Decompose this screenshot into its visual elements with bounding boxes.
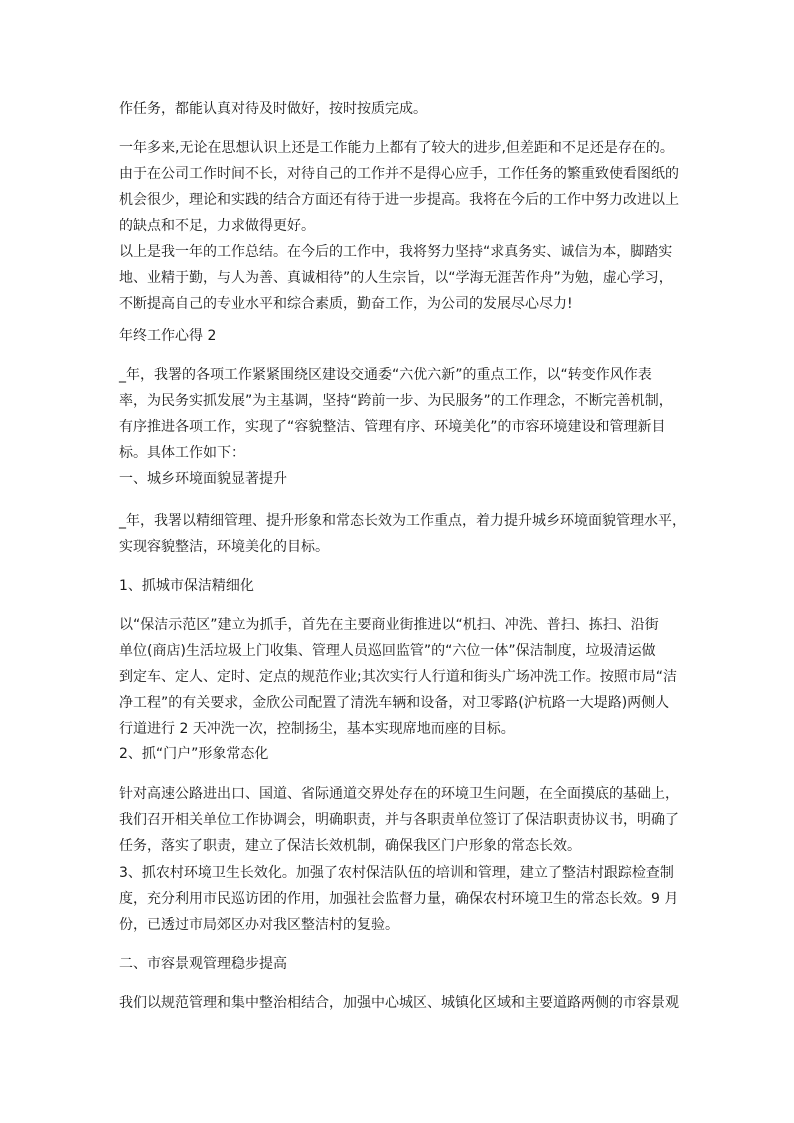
text-line: 我们以规范管理和集中整治相结合，加强中心城区、城镇化区域和主要道路两侧的市容景观 [119,995,679,1011]
paragraph-5 [119,362,679,466]
text-line: _年，我署以精细管理、提升形象和常态长效为工作重点，着力提升城乡环境面貌管理水平， [119,513,686,529]
subheading-1 [119,573,679,599]
text-line: _年，我署的各项工作紧紧围绕区建设交通委“六优六新”的重点工作，以“转变作风作表 [119,367,652,383]
text-line: 地、业精于勤，与人为善、真诚相待”的人生宗旨，以“学海无涯苦作舟”为勉，虚心学习， [119,270,673,286]
text-line: 作任务，都能认真对待及时做好，按时按质完成。 [119,101,427,117]
text-line: 以“保洁示范区”建立为抓手，首先在主要商业街推进以“机扫、冲洗、普扫、拣扫、沿街 [119,617,659,633]
text-line: 一年多来,无论在思想认识上还是工作能力上都有了较大的进步,但差距和不足还是存在的。 [119,140,674,156]
paragraph-14 [119,990,679,1016]
paragraph-2 [119,135,679,239]
text-line: 以上是我一年的工作总结。在今后的工作中，我将努力坚持“求真务实、诚信为本，脚踏实 [119,244,673,260]
text-line: 率，为民务实抓发展”为主基调，坚持“跨前一步、为民服务”的工作理念，不断完善机制， [119,393,673,409]
text-line: 机会很少，理论和实践的结合方面还有待于进一步提高。我将在今后的工作中努力改进以上 [119,192,679,208]
text-line: 净工程”的有关要求，金欣公司配置了清洗车辆和设备，对卫零路(沪杭路一大堤路)两侧人 [119,695,670,711]
text-line: 实现容貌整洁，环境美化的目标。 [119,539,329,555]
text-line: 到定车、定人、定时、定点的规范作业;其次实行人行道和街头广场冲洗工作。按照市局“洁 [119,669,677,685]
text-line: 针对高速公路进出口、国道、省际通道交界处存在的环境卫生问题，在全面摸底的基础上， [119,786,679,802]
text-line: 不断提高自己的专业水平和综合素质，勤奋工作，为公司的发展尽心尽力! [119,296,573,312]
paragraph-1 [119,96,679,122]
paragraph-3 [119,239,679,317]
paragraph-9 [119,612,679,742]
text-line: 份，已透过市局郊区办对我区整洁村的复验。 [119,917,399,933]
text-line: 二、市容景观管理稳步提高 [119,956,287,972]
text-line: 度，充分利用市民巡访团的作用，加强社会监督力量，确保农村环境卫生的常态长效。9 月 [119,891,679,907]
text-line: 任务，落实了职责，建立了保洁长效机制，确保我区门户形象的常态长效。 [119,838,581,854]
text-line: 1、抓城市保洁精细化 [119,578,254,594]
paragraph-7 [119,508,686,560]
text-line: 2、抓“门户”形象常态化 [119,746,269,762]
section-heading-urban-rural [119,466,679,492]
text-line: 3、抓农村环境卫生长效化。加强了农村保洁队伍的培训和管理，建立了整洁村跟踪检查制 [119,865,674,881]
text-line: 行道进行 2 天冲洗一次，控制扬尘，基本实现席地而座的目标。 [119,721,515,737]
text-line: 标。具体工作如下： [119,445,245,461]
text-line: 一、城乡环境面貌显著提升 [119,471,287,487]
paragraph-12 [119,860,679,938]
text-line: 有序推进各项工作，实现了“容貌整洁、管理有序、环境美化”的市容环境建设和管理新目 [119,419,666,435]
text-line: 年终工作心得 2 [119,328,217,344]
section-heading-2 [119,323,679,349]
text-line: 单位(商店)生活垃圾上门收集、管理人员巡回监管”的“六位一体”保洁制度，垃圾清运做 [119,643,656,659]
subheading-2 [119,741,679,767]
text-line: 的缺点和不足，力求做得更好。 [119,218,315,234]
paragraph-11 [119,781,679,859]
section-heading-cityscape [119,951,679,977]
text-line: 我们召开相关单位工作协调会，明确职责，并与各职责单位签订了保洁职责协议书，明确了 [119,812,679,828]
text-line: 由于在公司工作时间不长，对待自己的工作并不是得心应手，工作任务的繁重致使看图纸的 [119,166,679,182]
